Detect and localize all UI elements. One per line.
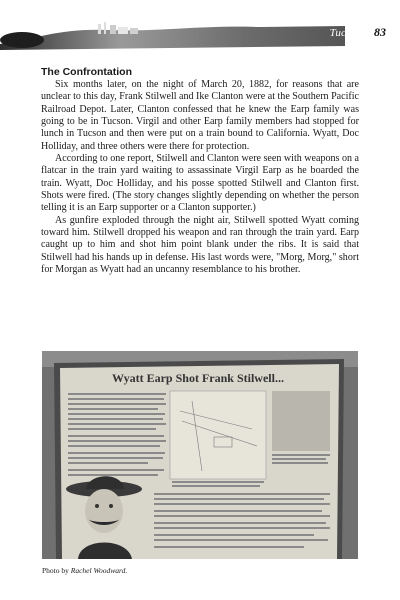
- sign-map: [170, 391, 266, 479]
- caption-credit: Rachel Woodward.: [70, 566, 128, 575]
- running-head: Tucson: [329, 27, 362, 39]
- main-content: [41, 66, 359, 277]
- page-number: 83: [374, 25, 386, 39]
- sign-title: Wyatt Earp Shot Frank Stilwell...: [112, 371, 284, 385]
- photo-plaque: [42, 351, 358, 559]
- paragraph-3: As gunfire exploded through the night air, Stilwell spotted Wyatt coming toward him. Stilwell dropped his weapon and ran through the train yard. Earp caught up to him and shot him point blank under the ribs. It is said that Stilwell had his hands up in defense. His last words were, "Morg, Morg," short for Morgan as Wyatt had an uncanny resemblance to his brother.: [41, 214, 359, 276]
- sign-photo: [272, 391, 330, 451]
- paragraph-1: Six months later, on the night of March 20, 1882, for reasons that are unclear to this day, Frank Stilwell and Ike Clanton were at the Southern Pacific Railroad Depot. Later, Clanton confessed that he knew the Earp family was going to be in Tucson. Virgil and other Earp family members had stopped for lunch in Tucson and then were put on a train bound to California. Wyatt, Doc Holliday, and three others were there for protection.: [41, 79, 359, 152]
- page-header: [0, 22, 400, 50]
- paragraph-2: According to one report, Stilwell and Clanton were seen with weapons on a flatcar in the train yard waiting to assassinate Virgil Earp as he boarded the train. Wyatt, Doc Holliday, and his posse spotted Stilwell and Clanton first. Shots were fired. (The story changes slightly depending on whether the person telling it is an Earp supporter or a Clanton supporter.): [41, 153, 359, 214]
- plaque-illustration: [42, 351, 358, 559]
- photo-caption: [42, 566, 127, 575]
- caption-prefix: Photo by: [42, 566, 69, 575]
- section-title: The Confrontation: [41, 66, 132, 78]
